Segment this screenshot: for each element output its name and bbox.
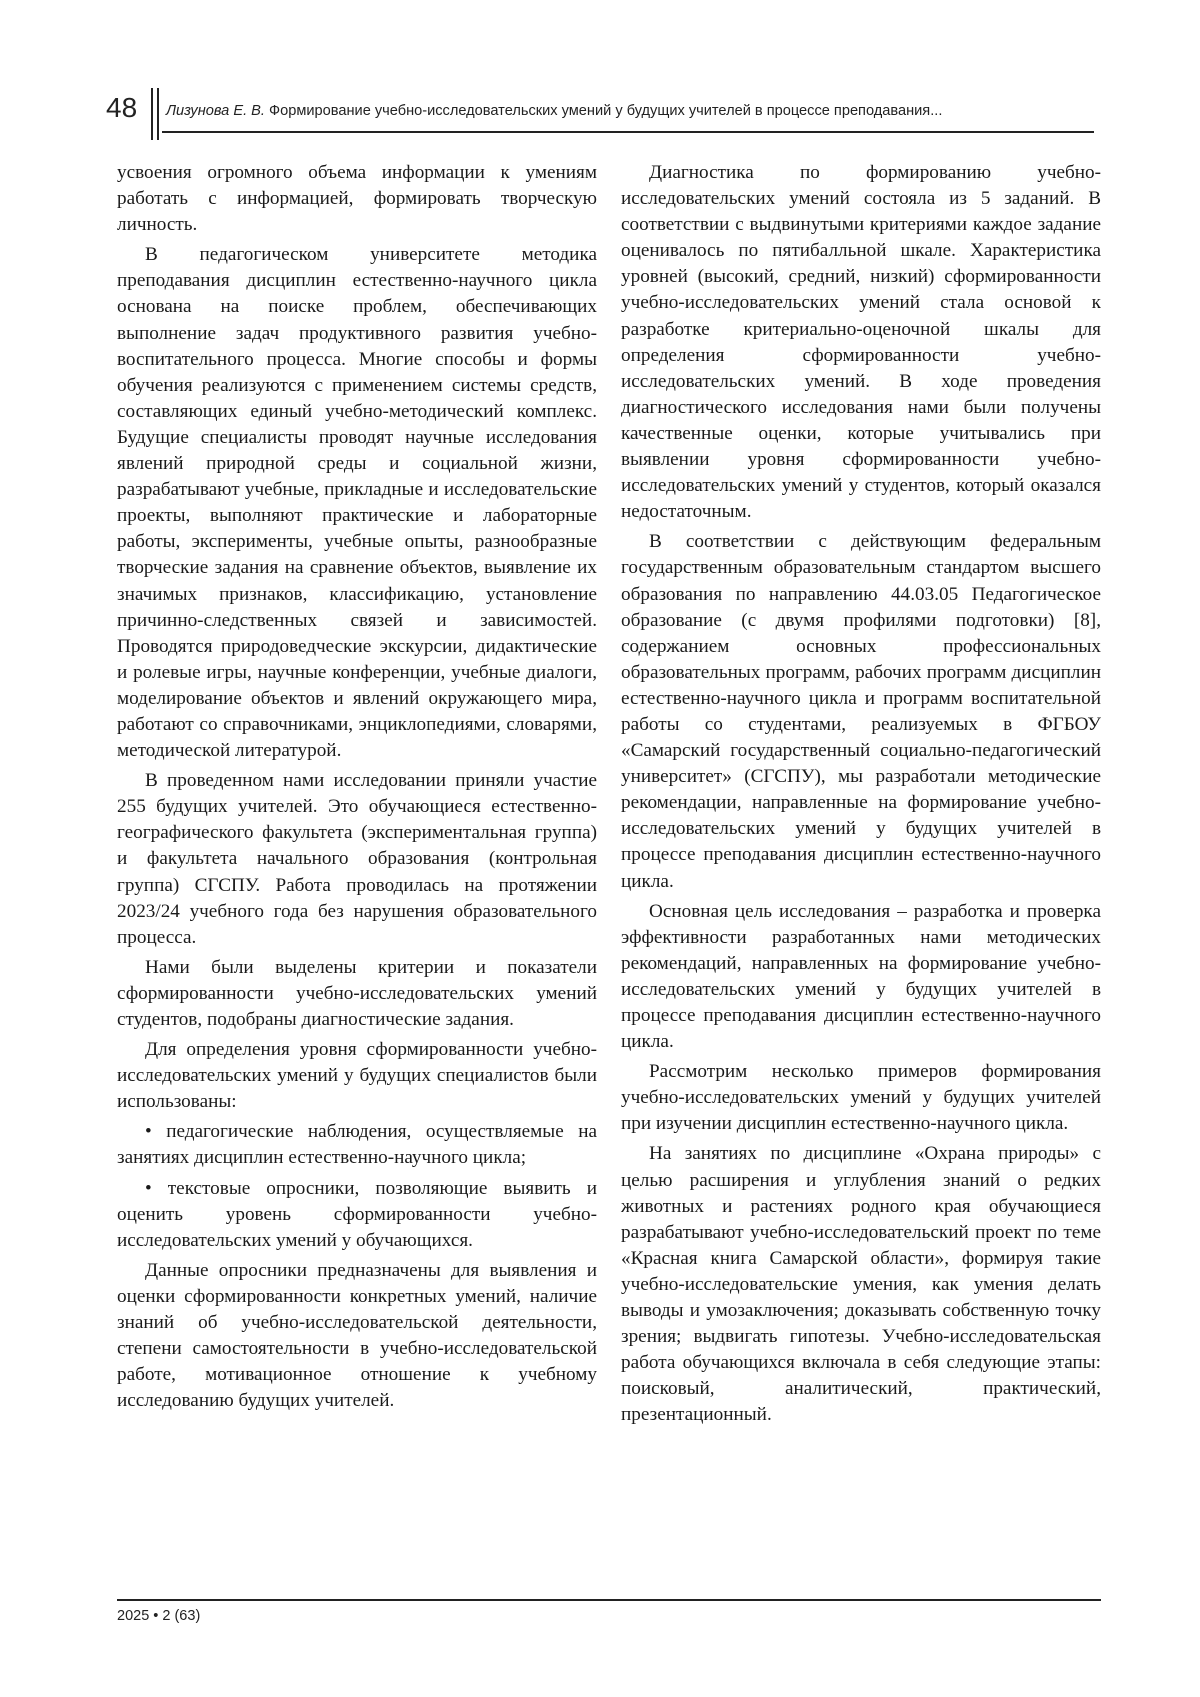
running-title — [166, 103, 942, 119]
header-author: Лизунова Е. В. — [166, 103, 265, 119]
paragraph: В педагогическом университете методика преподавания дисциплин естественно-научного цикла основана на поиске проблем, обеспечивающих выполнение задач продуктивного развития учебно-воспитательного процесса. Многие способы и формы обучения реализуются с применением системы средств, составляющих единый учебно-методический комплекс. Будущие специалисты проводят научные исследования явлений природной среды и социальной жизни, разрабатывают учебные, прикладные и исследовательские проекты, выполняют практические и лабораторные работы, эксперименты, учебные опыты, разнообразные творческие задания на сравнение объектов, выявление их значимых признаков, классификацию, установление причинно-следственных связей и зависимостей. Проводятся природоведческие экскурсии, дидактические и ролевые игры, научные конференции, учебные диалоги, моделирование объектов и явлений окружающего мира, работают со справочниками, энциклопедиями, словарями, методической литературой. — [117, 244, 597, 762]
paragraph: На занятиях по дисциплине «Охрана природы» с целью расширения и углубления знаний о редких животных и растениях родного края обучающиеся разрабатывают учебно-исследовательский проект по теме «Красная книга Самарской области», формируя такие учебно-исследовательские умения, как умения делать выводы и умозаключения; доказывать собственную точку зрения; выдвигать гипотезы. Учебно-исследовательская работа обучающихся включала в себя следующие этапы: поисковый, аналитический, практический, презентационный. — [621, 1143, 1101, 1426]
paragraph: Для определения уровня сформированности учебно-исследовательских умений у будущих специалистов были использованы: — [117, 1039, 597, 1113]
header-double-bar — [151, 88, 161, 140]
paragraph: Данные опросники предназначены для выявления и оценки сформированности конкретных умений, наличие знаний об учебно-исследовательской деятельности, степени самостоятельности в учебно-исследовательской работе, мотивационное отношение к учебному исследованию будущих учителей. — [117, 1259, 597, 1412]
paragraph: Основная цель исследования – разработка и проверка эффективности разработанных нами методических рекомендаций, направленных на формирование учебно-исследовательских умений у будущих учителей в процессе преподавания дисциплин естественно-научного цикла. — [621, 900, 1101, 1053]
bullet-item: • педагогические наблюдения, осуществляемые на занятиях дисциплин естественно-научного цикла; — [117, 1121, 597, 1169]
paragraph: Диагностика по формированию учебно-исследовательских умений состояла из 5 заданий. В соответствии с выдвинутыми критериями каждое задание оценивалось по пятибалльной шкале. Характеристика уровней (высокий, средний, низкий) сформированности учебно-исследовательских умений стала основой к разработке критериально-оценочной шкалы для определения сформированности учебно-исследовательских умений. В ходе проведения диагностического исследования нами были получены качественные оценки, которые учитывались при выявлении уровня сформированности учебно-исследовательских умений у студентов, который оказался недостаточным. — [621, 162, 1101, 523]
right-column — [621, 160, 1101, 1429]
paragraph: Нами были выделены критерии и показатели сформированности учебно-исследовательских умений студентов, подобраны диагностические задания. — [117, 956, 597, 1030]
header-bar-line — [151, 88, 153, 140]
paragraph: В соответствии с действующим федеральным государственным образовательным стандартом высшего образования по направлению 44.03.05 Педагогическое образование (с двумя профилями подготовки) [8], содержанием основных профессиональных образовательных программ, рабочих программ дисциплин естественно-научного цикла и программ воспитательной работы со студентами, реализуемых в ФГБОУ «Самарский государственный социально-педагогический университет» (СГСПУ), мы разработали методические рекомендации, направленные на формирование учебно-исследовательских умений у будущих учителей в процессе преподавания дисциплин естественно-научного цикла. — [621, 531, 1101, 892]
running-header — [106, 88, 1094, 140]
page-number: 48 — [106, 92, 138, 123]
left-column — [117, 160, 597, 1414]
header-article-title: Формирование учебно-исследовательских умений у будущих учителей в процессе преподавания... — [269, 103, 943, 119]
bullet-item: • текстовые опросники, позволяющие выявить и оценить уровень сформированности учебно-исследовательских умений у обучающихся. — [117, 1177, 597, 1251]
header-rule — [162, 131, 1094, 133]
paragraph: усвоения огромного объема информации к умениям работать с информацией, формировать творческую личность. — [117, 162, 597, 236]
issue-footer: 2025 • 2 (63) — [117, 1608, 201, 1624]
footer-rule — [117, 1599, 1101, 1601]
paragraph: В проведенном нами исследовании приняли участие 255 будущих учителей. Это обучающиеся естественно-географического факультета (экспериментальная группа) и факультета начального образования (контрольная группа) СГСПУ. Работа проводилась на протяжении 2023/24 учебного года без нарушения образовательного процесса. — [117, 770, 597, 948]
header-bar-line — [157, 88, 159, 140]
paragraph: Рассмотрим несколько примеров формирования учебно-исследовательских умений у будущих учителей при изучении дисциплин естественно-научного цикла. — [621, 1061, 1101, 1135]
